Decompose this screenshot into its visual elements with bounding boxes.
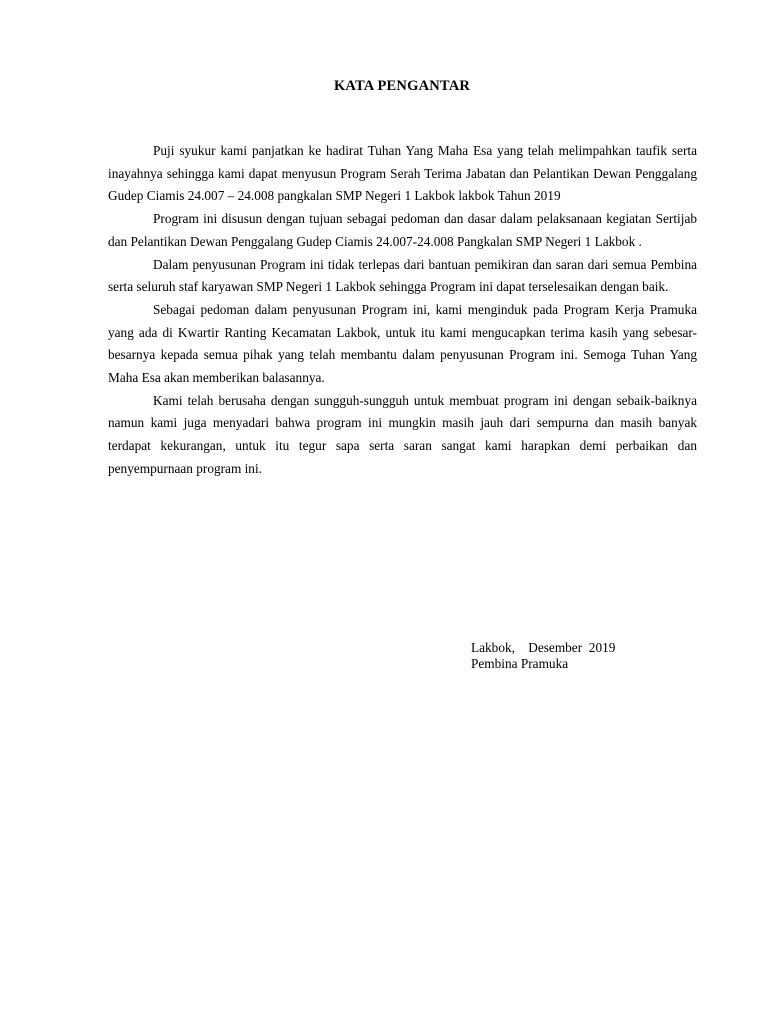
signature-block	[471, 640, 615, 672]
signature-role: Pembina Pramuka	[471, 656, 569, 671]
paragraph-3: Dalam penyusunan Program ini tidak terlepas dari bantuan pemikiran dan saran dari semua Pembina serta seluruh staf karyawan SMP Negeri 1 Lakbok sehingga Program ini dapat terselesaikan dengan baik.	[108, 256, 697, 295]
document-title: KATA PENGANTAR	[333, 78, 471, 94]
paragraph-4: Sebagai pedoman dalam penyusunan Program ini, kami menginduk pada Program Kerja Pramuka yang ada di Kwartir Ranting Kecamatan Lakbok, untuk itu kami mengucapkan terima kasih yang sebesar-besarnya kepada semua pihak yang telah membantu dalam penyusunan Program ini. Semoga Tuhan Yang Maha Esa akan memberikan balasannya.	[108, 301, 697, 386]
paragraph-5: Kami telah berusaha dengan sungguh-sungguh untuk membuat program ini dengan sebaik-baiknya namun kami juga menyadari bahwa program ini mungkin masih jauh dari sempurna dan masih banyak terdapat kekurangan, untuk itu tegur sapa serta saran sangat kami harapkan demi perbaikan dan penyempurnaan program ini.	[108, 392, 697, 476]
paragraph-1: Puji syukur kami panjatkan ke hadirat Tuhan Yang Maha Esa yang telah melimpahkan taufik serta inayahnya sehingga kami dapat menyusun Program Serah Terima Jabatan dan Pelantikan Dewan Penggalang Gudep Ciamis 24.007 – 24.008 pangkalan SMP Negeri 1 Lakbok lakbok Tahun 2019	[108, 143, 697, 204]
document-body	[108, 140, 697, 481]
paragraph-2: Program ini disusun dengan tujuan sebagai pedoman dan dasar dalam pelaksanaan kegiatan Sertijab dan Pelantikan Dewan Penggalang Gudep Ciamis 24.007-24.008 Pangkalan SMP Negeri 1 Lakbok .	[108, 211, 697, 249]
signature-place-date: Lakbok, Desember 2019	[471, 640, 616, 655]
